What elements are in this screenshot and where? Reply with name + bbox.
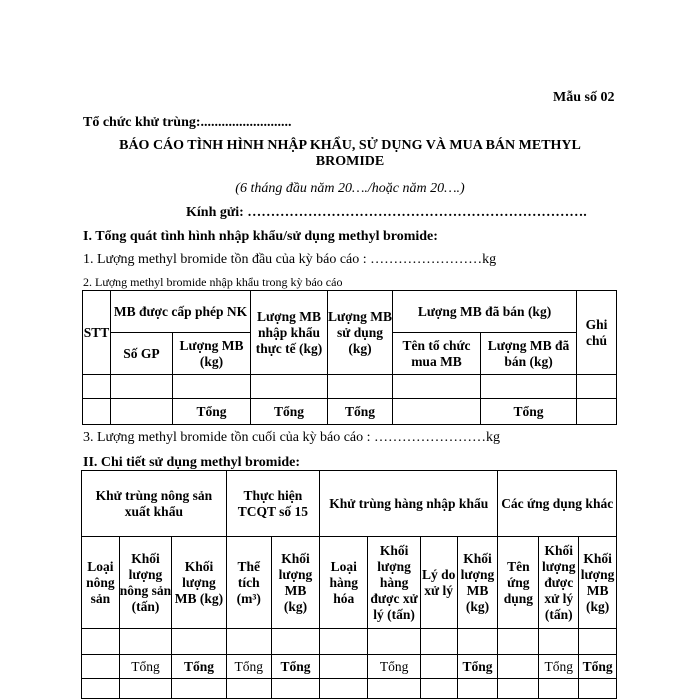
col-mb-amount: Lượng MB (kg) [173, 333, 251, 375]
total-cell: Tổng [579, 655, 617, 679]
table-row [83, 375, 617, 399]
report-title [80, 138, 620, 170]
total-cell: Tổng [481, 399, 577, 425]
total-cell: Tổng [172, 655, 227, 679]
group-tcqt15: Thực hiện TCQT số 15 [226, 471, 319, 537]
col-goods-volume: Khối lượng hàng được xử lý (tấn) [368, 537, 420, 629]
organization-label: Tổ chức khử trùng:.......................... [83, 115, 292, 130]
group-import-fumigation: Khử trùng hàng nhập khẩu [320, 471, 498, 537]
col-produce-type: Loại nông sản [82, 537, 120, 629]
col-mb-volume: Khối lượng MB (kg) [172, 537, 227, 629]
table2-total-row [82, 655, 617, 679]
total-cell: Tổng [328, 399, 393, 425]
total-cell: Tổng [226, 655, 271, 679]
col-used: Lượng MB sử dụng (kg) [328, 291, 393, 375]
total-cell: Tổng [251, 399, 328, 425]
section1-heading: I. Tổng quát tình hình nhập khẩu/sử dụng methyl bromide: [83, 229, 438, 244]
col-volume-m3: Thể tích (m³) [226, 537, 271, 629]
total-cell: Tổng [457, 655, 498, 679]
col-mb-volume: Khối lượng MB (kg) [271, 537, 319, 629]
section1-item1: 1. Lượng methyl bromide tồn đầu của kỳ báo cáo : ……………………kg [83, 252, 497, 267]
group-other-applications: Các ứng dụng khác [498, 471, 617, 537]
group-export-fumigation: Khử trùng nông sản xuất khẩu [82, 471, 227, 537]
total-cell: Tổng [539, 655, 579, 679]
form-number: Mẫu số 02 [553, 90, 615, 105]
report-period: (6 tháng đầu năm 20…./hoặc năm 20….) [235, 181, 465, 196]
table-row [82, 679, 617, 699]
col-reason: Lý do xử lý [420, 537, 457, 629]
total-cell: Tổng [119, 655, 171, 679]
col-mb-volume: Khối lượng MB (kg) [457, 537, 498, 629]
section1-item3: 3. Lượng methyl bromide tồn cuối của kỳ báo cáo : ……………………kg [83, 430, 501, 445]
total-cell: Tổng [271, 655, 319, 679]
col-treated-volume: Khối lượng được xử lý (tấn) [539, 537, 579, 629]
col-goods-type: Loại hàng hóa [320, 537, 368, 629]
col-sold: Lượng MB đã bán (kg) [393, 291, 577, 333]
col-mb-volume: Khối lượng MB (kg) [579, 537, 617, 629]
total-cell: Tổng [173, 399, 251, 425]
col-produce-volume: Khối lượng nông sản (tấn) [119, 537, 171, 629]
table-row [82, 629, 617, 655]
section2-heading: II. Chi tiết sử dụng methyl bromide: [83, 455, 300, 470]
report-title-line1: BÁO CÁO TÌNH HÌNH NHẬP KHẨU, SỬ DỤNG VÀ MUA BÁN METHYL [119, 138, 581, 153]
col-app-name: Tên ứng dụng [498, 537, 539, 629]
col-mb-licensed: MB được cấp phép NK [111, 291, 251, 333]
total-cell: Tổng [368, 655, 420, 679]
col-actual-import: Lượng MB nhập khẩu thực tế (kg) [251, 291, 328, 375]
usage-detail-table [81, 470, 617, 699]
col-buyer: Tên tổ chức mua MB [393, 333, 481, 375]
table1-total-row [83, 399, 617, 425]
col-sold-amount: Lượng MB đã bán (kg) [481, 333, 577, 375]
recipient-line: Kính gửi: ………………………………………………………………. [186, 205, 587, 220]
col-stt: STT [83, 291, 111, 375]
import-usage-table [82, 290, 617, 425]
section1-item2: 2. Lượng methyl bromide nhập khẩu trong kỳ báo cáo [83, 275, 343, 289]
report-title-line2: BROMIDE [315, 154, 385, 169]
col-license-no: Số GP [111, 333, 173, 375]
col-note: Ghi chú [577, 291, 617, 375]
